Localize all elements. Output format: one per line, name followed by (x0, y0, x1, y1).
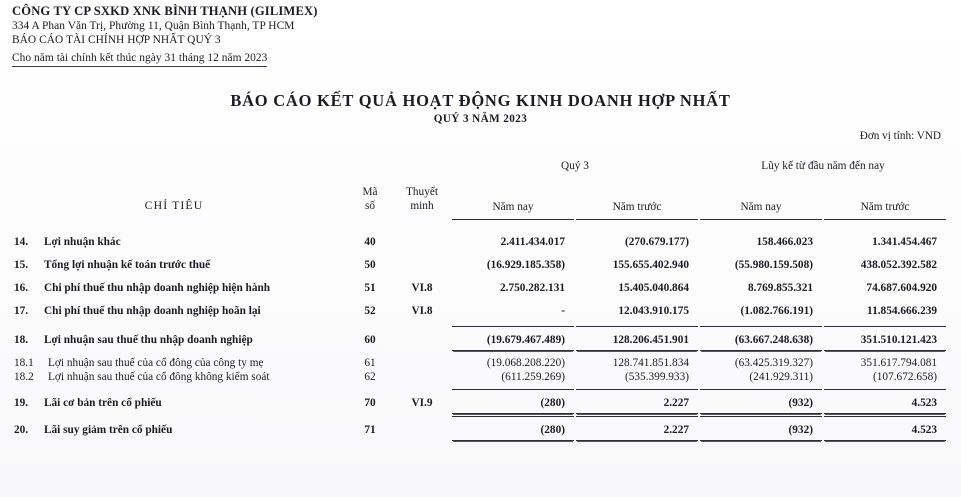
row-note (392, 370, 452, 384)
column-header-indicator: CHỈ TIÊU (144, 198, 204, 212)
table-body (0, 219, 961, 440)
value-cumulative-current: (63.425.319.327) (734, 356, 813, 369)
row-label (0, 370, 348, 384)
note-head-line2: minh (410, 199, 434, 212)
table-row (0, 326, 961, 350)
value-quarter-previous: (270.679.177) (624, 235, 689, 248)
column-header-code (348, 186, 392, 217)
row-code: 50 (364, 258, 376, 271)
row-note (392, 229, 452, 252)
table-header (0, 160, 961, 219)
row-code: 71 (364, 424, 376, 436)
column-header-note (392, 186, 452, 217)
row-label (0, 229, 348, 252)
value-quarter-current: (280) (452, 416, 574, 440)
row-code: 70 (364, 397, 376, 409)
table-row (0, 356, 961, 370)
income-statement-table (0, 160, 961, 441)
table-row (0, 229, 961, 252)
row-title: Lợi nhuận sau thuế của cổ đông không kiểm soát (48, 370, 270, 383)
row-title: Chi phí thuế thu nhập doanh nghiệp hoãn lại (44, 304, 261, 317)
company-header (12, 4, 442, 67)
row-code: 40 (364, 235, 376, 248)
row-index: 16. (14, 281, 29, 294)
fiscal-period: Cho năm tài chính kết thúc ngày 31 tháng 12 năm 2023 (12, 51, 267, 67)
value-quarter-previous: 128.741.851.834 (612, 356, 689, 369)
row-index: 20. (14, 424, 29, 436)
row-title: Lợi nhuận sau thuế của cổ đông của công ty mẹ (48, 356, 264, 369)
company-address: 334 A Phan Văn Trị, Phường 11, Quận Bình Thạnh, TP HCM (12, 20, 295, 32)
column-header-quarter-previous: Năm trước (612, 201, 662, 213)
value-cumulative-current: (241.929.311) (749, 370, 813, 383)
row-code: 52 (364, 304, 376, 317)
row-title: Lợi nhuận khác (44, 235, 121, 248)
value-quarter-current: 2.750.282.131 (500, 281, 565, 294)
row-title: Lãi suy giảm trên cổ phiếu (44, 424, 173, 436)
value-quarter-previous: 2.227 (576, 389, 698, 413)
row-note: VI.8 (411, 304, 433, 317)
row-index: 18.2 (14, 370, 34, 383)
group-header-cumulative: Lũy kế từ đầu năm đến nay (761, 160, 885, 172)
value-cumulative-current: 158.466.023 (756, 235, 813, 248)
column-header-cumulative-previous: Năm trước (860, 201, 910, 213)
page-title: BÁO CÁO KẾT QUẢ HOẠT ĐỘNG KINH DOANH HỢP NHẤT (230, 91, 731, 110)
row-index: 19. (14, 397, 29, 409)
column-header-row (0, 186, 961, 217)
row-title: Lợi nhuận sau thuế thu nhập doanh nghiệp (44, 334, 253, 346)
value-cumulative-current: (932) (700, 416, 822, 440)
row-note (392, 326, 452, 350)
value-quarter-current: (280) (452, 389, 574, 413)
row-label (0, 275, 348, 298)
value-cumulative-previous: 1.341.454.467 (872, 235, 938, 248)
group-header-quarter: Quý 3 (561, 160, 589, 172)
value-quarter-previous: 2.227 (576, 416, 698, 440)
value-quarter-current: (16.929.185.358) (486, 258, 565, 271)
value-cumulative-previous: 438.052.392.582 (860, 258, 938, 271)
row-label (0, 416, 348, 440)
row-code: 60 (364, 334, 376, 346)
row-index: 17. (14, 304, 29, 317)
value-quarter-current: (19.068.208.220) (486, 356, 565, 369)
value-cumulative-current: (63.667.248.638) (700, 326, 822, 350)
value-cumulative-previous: 11.854.666.239 (867, 304, 938, 317)
table-row (0, 298, 961, 321)
column-header-cumulative-current: Năm nay (740, 201, 782, 213)
spacer (0, 219, 961, 229)
value-quarter-current: (611.259.269) (501, 370, 565, 383)
group-header-row (0, 160, 961, 186)
note-head-line1: Thuyết (406, 186, 438, 198)
value-quarter-current: 2.411.434.017 (500, 235, 565, 248)
currency-unit-note: Đơn vị tính: VND (859, 130, 941, 142)
row-index: 14. (14, 235, 29, 248)
row-note (392, 416, 452, 440)
table-row (0, 252, 961, 275)
table-row (0, 416, 961, 440)
value-cumulative-previous: 351.617.794.081 (860, 356, 938, 369)
row-title: Tổng lợi nhuận kế toán trước thuế (44, 258, 211, 271)
income-statement-table-wrapper (0, 160, 961, 441)
row-code: 62 (364, 370, 376, 383)
value-quarter-previous: 15.405.040.864 (618, 281, 689, 294)
row-title: Lãi cơ bản trên cổ phiếu (44, 397, 162, 409)
table-row (0, 370, 961, 384)
value-cumulative-previous: 351.510.121.423 (824, 326, 946, 350)
row-label (0, 326, 348, 350)
row-code: 51 (364, 281, 376, 294)
value-quarter-current: - (561, 304, 565, 317)
row-label (0, 252, 348, 275)
value-quarter-previous: (535.399.933) (624, 370, 689, 383)
value-cumulative-current: (55.980.159.508) (734, 258, 813, 271)
table-row (0, 389, 961, 413)
row-note (392, 356, 452, 370)
row-label (0, 356, 348, 370)
company-name: CÔNG TY CP SXKD XNK BÌNH THẠNH (GILIMEX) (12, 4, 318, 18)
code-head-line2: số (364, 199, 376, 212)
value-quarter-previous: 128.206.451.901 (576, 326, 698, 350)
row-index: 18.1 (14, 356, 34, 369)
row-index: 18. (14, 334, 29, 346)
value-quarter-previous: 12.043.910.175 (618, 304, 689, 317)
value-cumulative-previous: (107.672.658) (873, 370, 938, 383)
row-index: 15. (14, 258, 29, 271)
value-cumulative-previous: 4.523 (824, 389, 946, 413)
row-title: Chi phí thuế thu nhập doanh nghiệp hiện hành (44, 281, 271, 294)
row-code: 61 (364, 356, 376, 369)
value-cumulative-previous: 74.687.604.920 (866, 281, 938, 294)
value-quarter-previous: 155.655.402.940 (612, 258, 689, 271)
row-label (0, 389, 348, 413)
row-note (392, 252, 452, 275)
value-cumulative-current: 8.769.855.321 (748, 281, 813, 294)
code-head-line1: Mã (362, 186, 378, 198)
page-subtitle: QUÝ 3 NĂM 2023 (433, 113, 528, 125)
value-cumulative-current: (932) (700, 389, 822, 413)
row-label (0, 298, 348, 321)
value-cumulative-previous: 4.523 (824, 416, 946, 440)
row-note: VI.8 (411, 281, 433, 294)
value-cumulative-current: (1.082.766.191) (740, 304, 813, 317)
column-header-quarter-current: Năm nay (492, 201, 534, 213)
value-quarter-current: (19.679.467.489) (452, 326, 574, 350)
report-type: BÁO CÁO TÀI CHÍNH HỢP NHẤT QUÝ 3 (12, 34, 221, 47)
row-note: VI.9 (411, 397, 433, 409)
table-row (0, 275, 961, 298)
